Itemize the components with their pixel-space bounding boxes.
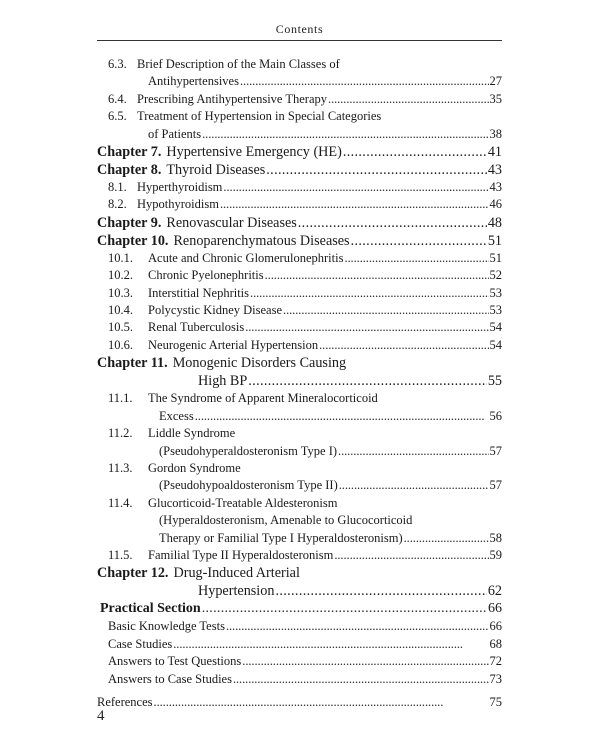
toc-entry[interactable] bbox=[97, 214, 502, 232]
toc-entry-page: 66 bbox=[488, 601, 502, 617]
toc-entry-title: Hypertensive Emergency (HE) bbox=[166, 144, 342, 161]
toc-entry-title: References bbox=[97, 694, 153, 709]
toc-entry[interactable] bbox=[97, 337, 502, 354]
toc-entry[interactable] bbox=[97, 179, 502, 196]
dot-leader bbox=[334, 547, 488, 564]
toc-entry-number: 8.1. bbox=[108, 180, 127, 195]
toc-entry-page: 55 bbox=[487, 373, 502, 390]
toc-entry-number: 11.3. bbox=[108, 460, 133, 475]
toc-entry-number: 6.3. bbox=[108, 57, 127, 71]
toc-entry-page: 52 bbox=[489, 268, 502, 283]
toc-entry-title: of Patients bbox=[148, 126, 202, 141]
toc-entry-title: Hyperthyroidism bbox=[137, 180, 223, 195]
toc-entry[interactable] bbox=[97, 354, 502, 390]
dot-leader bbox=[202, 600, 487, 618]
toc-entry[interactable] bbox=[97, 232, 502, 250]
toc-entry-title: Hypothyroidism bbox=[137, 197, 219, 212]
toc-entry-title: Interstitial Nephritis bbox=[148, 285, 250, 300]
toc-entry-title: Renoparenchymatous Diseases bbox=[173, 232, 350, 249]
toc-entry-number: Chapter 7. bbox=[97, 144, 162, 161]
page-number: 4 bbox=[97, 708, 105, 724]
toc-entry-page: 73 bbox=[489, 671, 502, 686]
dot-leader bbox=[343, 143, 487, 161]
toc-entry-title: Monogenic Disorders Causing bbox=[172, 355, 347, 372]
toc-entry-number: 10.4. bbox=[108, 303, 133, 318]
toc-entry[interactable] bbox=[97, 460, 502, 495]
dot-leader bbox=[283, 302, 488, 319]
toc-entry-title: Acute and Chronic Glomerulonephritis bbox=[148, 250, 344, 265]
toc-entry-title: Renal Tuberculosis bbox=[148, 320, 245, 335]
toc-entry-page: 53 bbox=[489, 285, 502, 300]
toc-entry-title: Liddle Syndrome bbox=[148, 426, 236, 441]
toc-entry-number: 8.2. bbox=[108, 197, 127, 212]
toc-entry-number: 11.5. bbox=[108, 547, 133, 562]
toc-entry-page: 41 bbox=[487, 144, 502, 161]
toc-entry-title: Familial Type II Hyperaldosteronism bbox=[148, 547, 334, 562]
toc-entry-number: 6.5. bbox=[108, 109, 127, 124]
toc-entry-page: 53 bbox=[489, 303, 502, 318]
dot-leader bbox=[351, 232, 487, 250]
dot-leader bbox=[242, 653, 488, 670]
dot-leader bbox=[248, 372, 487, 390]
toc-entry-title: Chronic Pyelonephritis bbox=[148, 268, 264, 283]
toc-entry[interactable] bbox=[97, 495, 502, 547]
toc-entry[interactable] bbox=[97, 671, 502, 688]
dot-leader bbox=[154, 694, 489, 711]
toc-entry-number: Chapter 11. bbox=[97, 355, 168, 372]
toc-entry-title: Drug-Induced Arterial bbox=[173, 565, 300, 582]
dot-leader bbox=[404, 530, 489, 547]
dot-leader bbox=[275, 582, 486, 600]
toc-entry-number: Chapter 10. bbox=[97, 232, 169, 249]
dot-leader bbox=[344, 250, 488, 267]
toc-entry-page: 48 bbox=[487, 214, 502, 231]
toc-entry-title: (Pseudohypoaldosteronism Type II) bbox=[159, 478, 338, 493]
toc-entry-title: (Hyperaldosteronism, Amenable to Glucocorticoid bbox=[159, 513, 413, 528]
toc-entry-page: 75 bbox=[489, 694, 502, 709]
toc-entry-title: Thyroid Diseases bbox=[166, 162, 266, 179]
dot-leader bbox=[220, 196, 489, 213]
dot-leader bbox=[338, 443, 488, 460]
toc-entry[interactable] bbox=[97, 425, 502, 460]
toc-entry[interactable] bbox=[97, 196, 502, 213]
toc-entry-number: 11.2. bbox=[108, 426, 133, 441]
toc-entry[interactable] bbox=[97, 618, 502, 635]
toc-entry-number: 10.2. bbox=[108, 268, 133, 283]
toc-entry[interactable] bbox=[97, 547, 502, 564]
toc-entry[interactable] bbox=[97, 564, 502, 600]
dot-leader bbox=[339, 477, 489, 494]
toc-entry-page: 59 bbox=[489, 547, 502, 562]
toc-entry-title: Answers to Case Studies bbox=[108, 671, 232, 686]
toc-entry-title: High BP bbox=[198, 373, 248, 390]
dot-leader bbox=[319, 337, 488, 354]
toc-entry[interactable] bbox=[97, 653, 502, 670]
header-rule bbox=[97, 40, 502, 41]
toc-entry[interactable] bbox=[97, 143, 502, 161]
toc-entry-page: 43 bbox=[487, 162, 502, 179]
toc-entry-title: Renovascular Diseases bbox=[166, 214, 297, 231]
dot-leader bbox=[245, 319, 488, 336]
toc-entry-number: Chapter 9. bbox=[97, 214, 162, 231]
toc-entry-page: 46 bbox=[489, 197, 502, 212]
dot-leader bbox=[226, 618, 489, 635]
dot-leader bbox=[202, 126, 488, 143]
toc-entry[interactable] bbox=[97, 319, 502, 336]
toc-entry[interactable] bbox=[97, 56, 502, 91]
toc-entry[interactable] bbox=[97, 302, 502, 319]
toc-entry-title: The Syndrome of Apparent Mineralocorticoid bbox=[148, 391, 378, 406]
toc-entry-page: 62 bbox=[487, 583, 502, 600]
table-of-contents bbox=[97, 56, 502, 711]
dot-leader bbox=[328, 91, 488, 108]
toc-entry-number: 10.3. bbox=[108, 285, 133, 300]
toc-entry-title: Therapy or Familial Type I Hyperaldosteronism) bbox=[159, 530, 403, 545]
toc-entry-title: Practical Section bbox=[100, 601, 201, 617]
toc-entry-page: 54 bbox=[489, 320, 502, 335]
toc-entry-page: 43 bbox=[489, 180, 502, 195]
toc-entry[interactable] bbox=[97, 267, 502, 284]
toc-entry-page: 54 bbox=[489, 337, 502, 352]
toc-entry-title: Prescribing Antihypertensive Therapy bbox=[137, 91, 328, 106]
toc-entry-page: 27 bbox=[489, 74, 502, 89]
toc-entry[interactable] bbox=[97, 694, 502, 711]
toc-entry-page: 58 bbox=[489, 530, 502, 545]
toc-entry-page: 57 bbox=[489, 443, 502, 458]
toc-entry-title: Treatment of Hypertension in Special Categories bbox=[137, 109, 382, 124]
toc-entry[interactable] bbox=[97, 250, 502, 267]
toc-entry-number: 11.1. bbox=[108, 391, 133, 406]
toc-entry[interactable] bbox=[97, 108, 502, 143]
dot-leader bbox=[250, 285, 488, 302]
dot-leader bbox=[233, 671, 489, 688]
toc-entry-page: 51 bbox=[489, 250, 502, 265]
toc-entry-title: Case Studies bbox=[108, 636, 173, 651]
running-header: Contents bbox=[275, 22, 324, 36]
toc-entry-title: Polycystic Kidney Disease bbox=[148, 303, 283, 318]
toc-entry[interactable] bbox=[97, 390, 502, 425]
toc-entry-page: 72 bbox=[489, 654, 502, 669]
toc-entry-title: Basic Knowledge Tests bbox=[108, 619, 225, 634]
toc-entry-title: Brief Description of the Main Classes of bbox=[137, 57, 340, 71]
toc-entry-page: 35 bbox=[489, 91, 502, 106]
toc-entry-title: Gordon Syndrome bbox=[148, 460, 241, 475]
toc-entry-number: 10.6. bbox=[108, 337, 133, 352]
toc-entry-page: 38 bbox=[489, 126, 502, 141]
toc-entry[interactable] bbox=[97, 91, 502, 108]
toc-entry[interactable] bbox=[97, 600, 502, 618]
dot-leader bbox=[266, 161, 487, 179]
toc-entry-number: 10.5. bbox=[108, 320, 133, 335]
dot-leader bbox=[298, 214, 487, 232]
toc-entry-title: Antihypertensives bbox=[148, 74, 239, 89]
toc-entry-number: 10.1. bbox=[108, 250, 133, 265]
dot-leader bbox=[173, 636, 488, 653]
dot-leader bbox=[223, 179, 488, 196]
dot-leader bbox=[195, 408, 489, 425]
toc-entry-page: 56 bbox=[489, 408, 502, 423]
toc-entry-title: (Pseudohyperaldosteronism Type I) bbox=[159, 443, 338, 458]
toc-entry-number: 11.4. bbox=[108, 495, 133, 510]
toc-entry-title: Excess bbox=[159, 408, 194, 423]
toc-entry[interactable] bbox=[97, 636, 502, 653]
toc-entry-page: 68 bbox=[489, 636, 502, 651]
toc-entry-title: Neurogenic Arterial Hypertension bbox=[148, 337, 319, 352]
toc-entry-number: Chapter 12. bbox=[97, 565, 169, 582]
dot-leader bbox=[265, 267, 489, 284]
dot-leader bbox=[240, 73, 489, 90]
toc-entry-number: 6.4. bbox=[108, 91, 127, 106]
toc-entry-title: Glucorticoid-Treatable Aldesteronism bbox=[148, 495, 338, 510]
toc-entry-title: Answers to Test Questions bbox=[108, 654, 242, 669]
toc-entry[interactable] bbox=[97, 161, 502, 179]
toc-entry[interactable] bbox=[97, 285, 502, 302]
toc-entry-page: 66 bbox=[489, 619, 502, 634]
toc-entry-title: Hypertension bbox=[198, 583, 275, 600]
toc-entry-page: 51 bbox=[487, 232, 502, 249]
toc-entry-number: Chapter 8. bbox=[97, 162, 162, 179]
toc-entry-page: 57 bbox=[489, 478, 502, 493]
